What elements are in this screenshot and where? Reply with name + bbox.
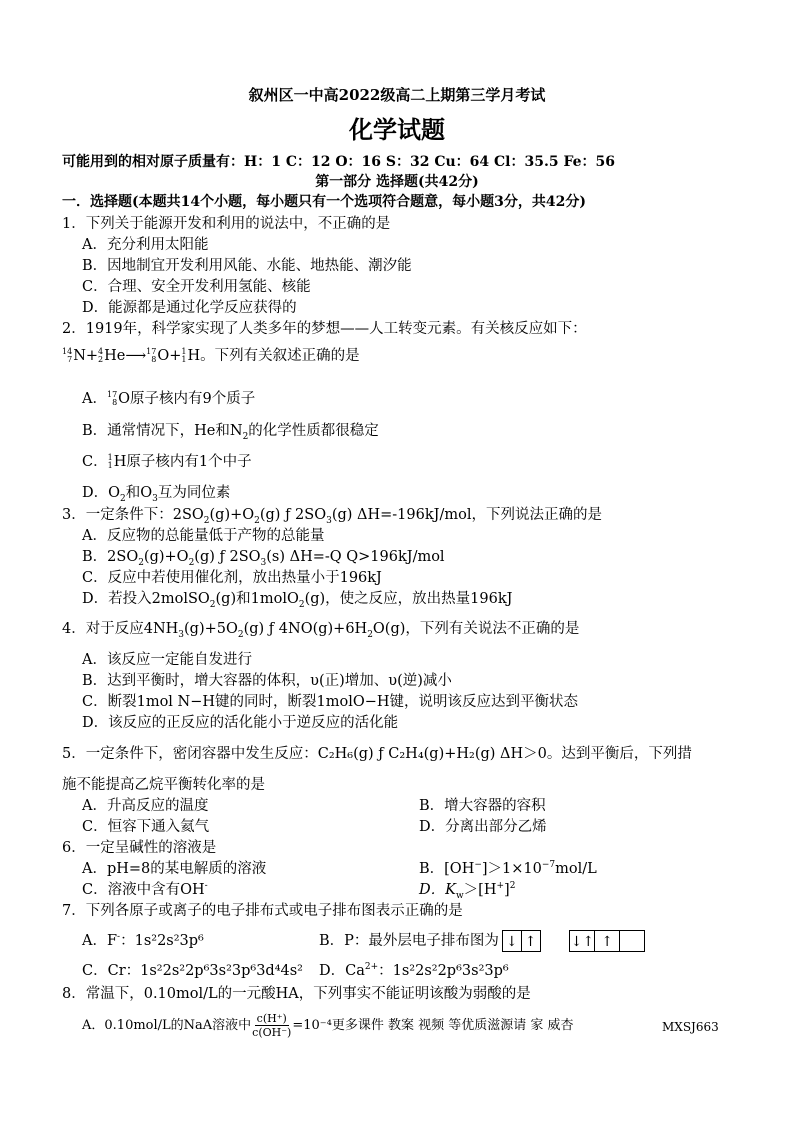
- q4-option-a: A．该反应一定能自发进行: [82, 652, 252, 668]
- q7-stem: 7．下列各原子或离子的电子排布式或电子排布图表示正确的是: [62, 903, 463, 919]
- orbital-box: ↑: [594, 930, 620, 952]
- q4-stem-b: (g)+5O: [184, 621, 238, 637]
- orbital-box: [619, 930, 645, 952]
- document-code: MXSJ663: [662, 1020, 719, 1034]
- q3-d-a: D．若投入2molSO: [82, 591, 210, 607]
- q5-option-d: D．分离出部分乙烯: [419, 819, 547, 835]
- q2-reaction-tail: 。下列有关叙述正确的是: [200, 348, 360, 364]
- q8-a-tail: =10⁻⁴更多课件 教案 视频 等优质滋源请 家 威杏: [292, 1018, 574, 1033]
- nuclide-he4: 4 2 He: [98, 347, 126, 364]
- q4-stem-c: (g) ƒ 4NO(g)+6H: [243, 621, 368, 637]
- orbital-box: ↓: [502, 930, 522, 952]
- orbital-box: ↑: [521, 930, 541, 952]
- q3-stem-c: (g) ƒ 2SO: [259, 507, 327, 523]
- q3-d-b: (g)和1molO: [215, 591, 299, 607]
- q3-option-d: D．若投入2molSO$_2$(g)和1molO$_2$(g)，使之反应，放出热量196kJ: [82, 591, 513, 610]
- q1-option-b: B．因地制宜开发利用风能、水能、地热能、潮汐能: [82, 258, 412, 274]
- q4-stem: 4．对于反应$4NH_3(g)+5O_2(g)$ ƒ $4NO(g)+6H_2O(g)$，下列有关说法不正确的是: [62, 621, 580, 640]
- q2-d-mid: 和O: [125, 485, 153, 501]
- q7-option-a: A．F-：1s²2s²3p⁶: [82, 932, 204, 949]
- q3-d-c: (g)，使之反应，放出热量196kJ: [304, 591, 513, 607]
- q6-d-b: ＞[H: [463, 882, 497, 898]
- orbital-3s: [503, 929, 541, 953]
- q6-row-2: [82, 881, 794, 899]
- q5-row-1: [82, 797, 794, 815]
- nuclide-h1: 1 1 H: [181, 347, 201, 364]
- q6-option-d: D．$K_w>[H^+]^2$: [419, 881, 516, 901]
- q4-stem-a: 4．对于反应4NH: [62, 621, 179, 637]
- nuclide-o17: 17 8 O: [146, 347, 170, 364]
- fraction-numerator: c(H⁺): [256, 1012, 287, 1025]
- q6-b-a: B．[OH: [419, 861, 475, 877]
- q2-b-tail: 的化学性质都很稳定: [248, 423, 379, 439]
- orbital-3p: [571, 929, 645, 953]
- q3-stem-a: 3．一定条件下：2SO: [62, 507, 204, 523]
- q2-a-label: A．: [82, 391, 107, 407]
- q2-c-label: C．: [82, 454, 108, 470]
- q6-d-a: D．K: [419, 882, 456, 898]
- q2-option-c: C． 1 1 H原子核内有1个中子: [82, 453, 252, 470]
- q6-option-a: A．pH=8的某电解质的溶液: [82, 861, 267, 877]
- q2-option-a: A． 17 8 O原子核内有9个质子: [82, 390, 256, 407]
- q4-stem-d: O(g)，下列有关说法不正确的是: [372, 621, 580, 637]
- q7-option-c: C．Cr：1s²2s²2p⁶3s²3p⁶3d⁴4s²: [82, 963, 303, 979]
- q6-d-c: ]: [504, 882, 510, 898]
- q6-b-b: ]＞1×10: [481, 861, 542, 877]
- q2-reaction: 14 7 N+ 4 2 He⟶ 17 8 O+ 1 1 H。下列有关叙述正确的是: [62, 347, 360, 364]
- q6-c-a: C．溶液中含有OH: [82, 882, 205, 898]
- q1-option-d: D．能源都是通过化学反应获得的: [82, 300, 297, 316]
- q4-option-c: C．断裂1mol N−H键的同时，断裂1molO−H键，说明该反应达到平衡状态: [82, 694, 579, 710]
- q7-d-a: D．Ca: [319, 963, 365, 979]
- q6-stem: 6．一定呈碱性的溶液是: [62, 840, 217, 856]
- q1-stem: 1．下列关于能源开发和利用的说法中，不正确的是: [62, 216, 391, 232]
- q3-stem-b: (g)+O: [209, 507, 255, 523]
- q7-row-1: [82, 929, 794, 953]
- q5-row-2: [82, 818, 794, 836]
- q2-d-text: D．O: [82, 485, 121, 501]
- q6-option-b: B．$[OH^-]>1\times 10^{-7}mol/L$: [419, 860, 597, 877]
- q2-d-tail: 互为同位素: [157, 485, 231, 501]
- q6-b-c: mol/L: [555, 861, 597, 877]
- q3-stem: 3．一定条件下：$2SO_2(g)+O_2(g)$ ƒ $2SO_3(g)$ ΔH=-196kJ/mol，下列说法正确的是: [62, 507, 602, 526]
- q2-b-text: B．通常情况下，He和N: [82, 423, 243, 439]
- q4-option-b: B．达到平衡时，增大容器的体积，υ(正)增加、υ(逆)减小: [82, 673, 452, 689]
- q3-b-c: (g) ƒ 2SO: [194, 549, 261, 565]
- q5-stem: 5．一定条件下，密闭容器中发生反应：C₂H₆(g) ƒ C₂H₄(g)+H₂(g) ΔH＞0。达到平衡后，下列措: [62, 746, 692, 762]
- q7-option-d: D．$Ca^{2+}$：1s²2s²2p⁶3s²3p⁶: [319, 962, 509, 979]
- q3-b-a: B．2SO: [82, 549, 139, 565]
- school-title: 叙州区一中高2022级高二上期第三学月考试: [248, 86, 546, 104]
- q1-option-a: A．充分利用太阳能: [82, 237, 209, 253]
- q5-option-b: B．增大容器的容积: [419, 798, 546, 814]
- q5-option-a: A．升高反应的温度: [82, 798, 209, 814]
- ratio-fraction: [252, 1012, 291, 1039]
- q3-b-b: (g)+O: [143, 549, 189, 565]
- q8-stem: 8．常温下，0.10mol/L的一元酸HA，下列事实不能证明该酸为弱酸的是: [62, 986, 531, 1002]
- q3-option-c: C．反应中若使用催化剂，放出热量小于196kJ: [82, 570, 382, 586]
- orbital-box: ↓↑: [569, 930, 595, 952]
- q7-a-tail: ：1s²2s²3p⁶: [120, 933, 204, 949]
- q4-option-d: D．该反应的正反应的活化能小于逆反应的活化能: [82, 715, 399, 731]
- q2-stem: 2．1919年，科学家实现了人类多年的梦想——人工转变元素。有关核反应如下：: [62, 321, 587, 337]
- q3-option-b: B．$2SO_2(g)+O_2(g)$ ƒ $2SO_3(s)$ ΔH=-Q Q>196kJ/mol: [82, 549, 445, 568]
- fraction-denominator: c(OH⁻): [252, 1026, 292, 1039]
- q3-b-d: (s) ΔH=-Q Q>196kJ/mol: [266, 549, 445, 565]
- q2-option-b: B．通常情况下，He和$N_2$的化学性质都很稳定: [82, 423, 379, 442]
- q6-row-1: [82, 860, 794, 878]
- q7-option-b: [319, 929, 645, 953]
- q7-b-text: B．P：最外层电子排布图为: [319, 933, 499, 949]
- q3-option-a: A．反应物的总能量低于产物的总能量: [82, 528, 325, 544]
- part-title: 第一部分 选择题(共42分): [315, 174, 479, 190]
- q5-stem-2: 施不能提高乙烷平衡转化率的是: [62, 777, 265, 793]
- section-title: 一．选择题(本题共14个小题，每小题只有一个选项符合题意，每小题3分，共42分): [62, 194, 586, 210]
- nuclide-n14: 14 7 N: [62, 347, 86, 364]
- atomic-masses: 可能用到的相对原子质量有：H：1 C：12 O：16 S：32 Cu：64 Cl：35.5 Fe：56: [62, 154, 616, 170]
- q5-option-c: C．恒容下通入氦气: [82, 819, 210, 835]
- q7-row-2: [82, 962, 794, 980]
- q2-c-text: H原子核内有1个中子: [113, 454, 252, 470]
- subject-title: 化学试题: [349, 116, 445, 144]
- q3-stem-d: (g) ΔH=-196kJ/mol，下列说法正确的是: [331, 507, 602, 523]
- q7-a-label: A．F: [82, 933, 118, 949]
- q7-d-b: ：1s²2s²2p⁶3s²3p⁶: [378, 963, 509, 979]
- q8-a-text: A．0.10mol/L的NaA溶液中: [82, 1018, 252, 1033]
- q2-option-d: D．$O_2$和$O_3$互为同位素: [82, 485, 231, 504]
- q1-option-c: C．合理、安全开发利用氢能、核能: [82, 279, 311, 295]
- q2-a-text: O原子核内有9个质子: [118, 391, 256, 407]
- q6-option-c: C．溶液中含有OH-: [82, 881, 208, 898]
